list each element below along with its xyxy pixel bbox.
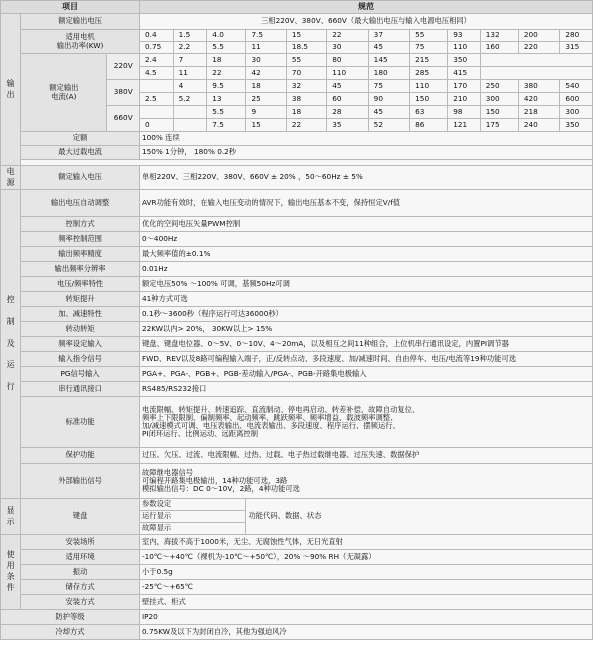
header-row bbox=[1, 1, 593, 14]
category-output: 输 出 bbox=[1, 14, 21, 166]
display-extra-text: 功能代码、数据、状态 bbox=[248, 511, 322, 521]
power-cell: 7.5 bbox=[246, 30, 286, 42]
control-value: 0.1秒～3600秒（程序运行可达36000秒） bbox=[139, 307, 592, 322]
current-cell: 540 bbox=[560, 80, 593, 93]
display-row-1 bbox=[1, 499, 593, 511]
display-extra bbox=[246, 499, 593, 535]
motor-power-row-1 bbox=[1, 30, 593, 42]
control-row bbox=[1, 232, 593, 247]
rating-row bbox=[1, 132, 593, 146]
display-line: 故障显示 bbox=[139, 523, 245, 535]
current-cell: 45 bbox=[327, 80, 368, 93]
current-cell: 170 bbox=[448, 80, 481, 93]
current-cell: 13 bbox=[207, 93, 246, 106]
overload-label: 最大过载电流 bbox=[21, 146, 140, 160]
power-cell: 132 bbox=[480, 30, 518, 42]
control-value: 额定电压50% ～100% 可调，基频50Hz可调 bbox=[139, 277, 592, 292]
current-cell: 285 bbox=[410, 67, 448, 80]
power-cell: 200 bbox=[518, 30, 559, 42]
current-cell: 240 bbox=[518, 119, 559, 132]
current-cell: 2.5 bbox=[139, 93, 173, 106]
control-value: 键盘、键盘电位器、0～5V、0～10V、4～20mA，以及相互之间11种组合，上位机串行通讯设定，内置PI调节器 bbox=[139, 337, 592, 352]
current-cell: 75 bbox=[368, 80, 409, 93]
current-cell: 7.5 bbox=[207, 119, 246, 132]
display-line: 参数设定 bbox=[139, 499, 245, 511]
current-cell: 180 bbox=[368, 67, 409, 80]
control-row bbox=[1, 190, 593, 217]
power-cell: 55 bbox=[410, 30, 448, 42]
power-cell: 75 bbox=[410, 42, 448, 54]
category-control: 控 制 及 运 行 bbox=[1, 190, 21, 499]
control-row bbox=[1, 217, 593, 232]
control-label: 保护功能 bbox=[21, 448, 140, 464]
control-label: 输入指令信号 bbox=[21, 352, 140, 367]
current-cell: 121 bbox=[448, 119, 481, 132]
control-label: 频率设定输入 bbox=[21, 337, 140, 352]
current-cell: 22 bbox=[207, 67, 246, 80]
current-cell: 18 bbox=[207, 54, 246, 67]
cooling-row bbox=[1, 625, 593, 640]
current-cell bbox=[139, 106, 173, 119]
header-spec: 规范 bbox=[139, 1, 592, 14]
power-cell: 1.5 bbox=[173, 30, 207, 42]
control-label: 频率控制范围 bbox=[21, 232, 140, 247]
power-cell: 160 bbox=[480, 42, 518, 54]
current-cell: 55 bbox=[286, 54, 326, 67]
current-cell-empty bbox=[480, 67, 592, 80]
current-cell: 9 bbox=[246, 106, 286, 119]
current-cell: 30 bbox=[246, 54, 286, 67]
current-cell: 150 bbox=[410, 93, 448, 106]
condition-label: 安装方式 bbox=[21, 595, 140, 610]
power-cell: 18.5 bbox=[286, 42, 326, 54]
control-row bbox=[1, 247, 593, 262]
control-value: 0.01Hz bbox=[139, 262, 592, 277]
current-cell: 63 bbox=[410, 106, 448, 119]
control-row bbox=[1, 382, 593, 397]
cooling-label: 冷却方式 bbox=[1, 625, 140, 640]
control-row bbox=[1, 464, 593, 499]
condition-label: 储存方式 bbox=[21, 580, 140, 595]
current-cell: 42 bbox=[246, 67, 286, 80]
current-cell: 35 bbox=[327, 119, 368, 132]
current-cell: 45 bbox=[368, 106, 409, 119]
condition-value: 壁挂式、柜式 bbox=[139, 595, 592, 610]
current-cell: 145 bbox=[368, 54, 409, 67]
protection-row bbox=[1, 610, 593, 625]
current-cell: 415 bbox=[448, 67, 481, 80]
input-voltage-label: 额定输入电压 bbox=[21, 166, 140, 190]
current-cell: 18 bbox=[286, 106, 326, 119]
voltage-220v-label: 220V bbox=[107, 54, 140, 80]
current-cell: 300 bbox=[480, 93, 518, 106]
current-cell bbox=[173, 106, 207, 119]
category-display: 显 示 bbox=[1, 499, 21, 535]
control-value: RS485/RS232接口 bbox=[139, 382, 592, 397]
input-voltage-value: 单相220V、三相220V、380V、660V ± 20% ，50～60Hz ± 5% bbox=[139, 166, 592, 190]
power-cell: 220 bbox=[518, 42, 559, 54]
current-cell: 80 bbox=[327, 54, 368, 67]
rated-output-voltage-row bbox=[1, 14, 593, 30]
control-label: 输出频率分辨率 bbox=[21, 262, 140, 277]
current-cell: 86 bbox=[410, 119, 448, 132]
control-label: 标准功能 bbox=[21, 397, 140, 448]
control-row bbox=[1, 352, 593, 367]
current-cell: 2.4 bbox=[139, 54, 173, 67]
current-cell: 5.2 bbox=[173, 93, 207, 106]
current-220v-row-1 bbox=[1, 54, 593, 67]
cooling-value: 0.75KW及以下为封闭自冷，其他为强迫风冷 bbox=[139, 625, 592, 640]
condition-row bbox=[1, 565, 593, 580]
current-cell: 175 bbox=[480, 119, 518, 132]
control-value: 41种方式可选 bbox=[139, 292, 592, 307]
current-cell: 28 bbox=[327, 106, 368, 119]
current-cell: 38 bbox=[286, 93, 326, 106]
control-label: 转动转矩 bbox=[21, 322, 140, 337]
power-cell: 93 bbox=[448, 30, 481, 42]
control-label: 输出电压自动调整 bbox=[21, 190, 140, 217]
current-cell: 11 bbox=[173, 67, 207, 80]
power-cell: 11 bbox=[246, 42, 286, 54]
control-value: 故障继电器信号 可编程开路集电极输出，14种功能可选，3路 模拟输出信号：DC 0～10V，2路，4种功能可选 bbox=[139, 464, 592, 499]
power-cell: 110 bbox=[448, 42, 481, 54]
current-cell: 110 bbox=[410, 80, 448, 93]
power-cell: 0.75 bbox=[139, 42, 173, 54]
power-cell: 37 bbox=[368, 30, 409, 42]
current-cell: 4 bbox=[173, 80, 207, 93]
power-cell: 45 bbox=[368, 42, 409, 54]
condition-value: 小于0.5g bbox=[139, 565, 592, 580]
control-label: 输出频率精度 bbox=[21, 247, 140, 262]
voltage-660v-label: 660V bbox=[107, 106, 140, 132]
control-row bbox=[1, 337, 593, 352]
current-cell: 300 bbox=[560, 106, 593, 119]
current-cell: 90 bbox=[368, 93, 409, 106]
motor-power-label: 适用电机 输出功率(KW) bbox=[21, 30, 140, 54]
control-value: 22KW以内> 20%， 30KW以上> 15% bbox=[139, 322, 592, 337]
power-cell: 15 bbox=[286, 30, 326, 42]
control-row bbox=[1, 367, 593, 382]
current-cell-empty bbox=[480, 54, 592, 67]
rating-value: 100% 连续 bbox=[139, 132, 592, 146]
current-cell: 150 bbox=[480, 106, 518, 119]
power-cell: 22 bbox=[327, 30, 368, 42]
current-cell: 32 bbox=[286, 80, 326, 93]
control-value: 电流限幅、转矩提升、转速追踪、直流制动、停电再启动、转差补偿、故障自动复位、 频率上下限限制、偏制频率、起动频率、跳跃频率、频率增益、载波频率调整、 加/减速模式可调、电压表输出、电流表输出、多段速度、程序运行、摆频运行、 PI闭环运行、比例运动、远距离控制 bbox=[139, 397, 592, 448]
category-conditions: 使 用 条 件 bbox=[1, 535, 21, 610]
current-cell: 600 bbox=[560, 93, 593, 106]
current-cell: 210 bbox=[448, 93, 481, 106]
overload-value: 150% 1分钟， 180% 0.2秒 bbox=[139, 146, 592, 160]
control-label: PG信号输入 bbox=[21, 367, 140, 382]
current-cell: 9.5 bbox=[207, 80, 246, 93]
current-cell: 350 bbox=[560, 119, 593, 132]
control-value: 0～400Hz bbox=[139, 232, 592, 247]
current-cell: 25 bbox=[246, 93, 286, 106]
current-cell: 60 bbox=[327, 93, 368, 106]
power-cell: 4.0 bbox=[207, 30, 246, 42]
control-value: 优化的空间电压矢量PWM控制 bbox=[139, 217, 592, 232]
current-cell: 350 bbox=[448, 54, 481, 67]
protection-value: IP20 bbox=[139, 610, 592, 625]
condition-row bbox=[1, 595, 593, 610]
condition-value: -10℃～+40℃（裸机为-10℃～+50℃），20% ～90% RH（无凝露） bbox=[139, 550, 592, 565]
current-cell: 15 bbox=[246, 119, 286, 132]
condition-label: 振动 bbox=[21, 565, 140, 580]
control-row bbox=[1, 277, 593, 292]
control-label: 加、减速特性 bbox=[21, 307, 140, 322]
control-label: 串行通讯接口 bbox=[21, 382, 140, 397]
current-cell bbox=[173, 119, 207, 132]
rated-current-label: 额定输出 电流(A) bbox=[21, 54, 107, 132]
keyboard-label: 键盘 bbox=[21, 499, 140, 535]
current-cell: 250 bbox=[480, 80, 518, 93]
condition-value: -25℃～+65℃ bbox=[139, 580, 592, 595]
power-cell: 5.5 bbox=[207, 42, 246, 54]
power-cell: 0.4 bbox=[139, 30, 173, 42]
current-cell: 70 bbox=[286, 67, 326, 80]
current-cell: 52 bbox=[368, 119, 409, 132]
control-value: 最大频率值的±0.1% bbox=[139, 247, 592, 262]
condition-label: 适用环境 bbox=[21, 550, 140, 565]
control-row bbox=[1, 262, 593, 277]
control-row bbox=[1, 322, 593, 337]
current-cell: 420 bbox=[518, 93, 559, 106]
condition-label: 安装场所 bbox=[21, 535, 140, 550]
condition-row bbox=[1, 550, 593, 565]
power-cell: 280 bbox=[560, 30, 593, 42]
current-cell: 7 bbox=[173, 54, 207, 67]
control-row bbox=[1, 397, 593, 448]
current-cell bbox=[139, 80, 173, 93]
rated-voltage-value: 三相220V、380V、660V（最大输出电压与输入电源电压相同） bbox=[139, 14, 592, 30]
control-label: 外部输出信号 bbox=[21, 464, 140, 499]
current-cell: 22 bbox=[286, 119, 326, 132]
voltage-380v-label: 380V bbox=[107, 80, 140, 106]
rated-voltage-label: 额定输出电压 bbox=[21, 14, 140, 30]
control-value: FWD、REV以及8路可编程输入端子，正/反转点动、多段速度、加/减速时间、自由停车、电压/电流等19种功能可选 bbox=[139, 352, 592, 367]
header-item: 项目 bbox=[1, 1, 140, 14]
control-value: 过压、欠压、过流、电流限幅、过热、过载、电子热过载继电器、过压失速、数据保护 bbox=[139, 448, 592, 464]
control-row bbox=[1, 448, 593, 464]
condition-row bbox=[1, 580, 593, 595]
control-label: 电压/频率特性 bbox=[21, 277, 140, 292]
power-cell: 315 bbox=[560, 42, 593, 54]
protection-label: 防护等级 bbox=[1, 610, 140, 625]
power-cell: 30 bbox=[327, 42, 368, 54]
control-label: 控制方式 bbox=[21, 217, 140, 232]
current-cell: 4.5 bbox=[139, 67, 173, 80]
current-cell: 218 bbox=[518, 106, 559, 119]
condition-value: 室内，海拔不高于1000米，无尘、无腐蚀性气体，无日光直射 bbox=[139, 535, 592, 550]
category-power: 电 源 bbox=[1, 166, 21, 190]
control-row bbox=[1, 307, 593, 322]
rating-label: 定额 bbox=[21, 132, 140, 146]
display-line: 运行显示 bbox=[139, 511, 245, 523]
control-value: AVR功能有效时，在输入电压变动的情况下，输出电压基本不变，保持恒定V/f值 bbox=[139, 190, 592, 217]
current-cell: 98 bbox=[448, 106, 481, 119]
control-value: PGA+、PGA-、PGB+、PGB-差动输入/PGA-、PGB-开路集电极输入 bbox=[139, 367, 592, 382]
power-cell: 2.2 bbox=[173, 42, 207, 54]
current-cell: 380 bbox=[518, 80, 559, 93]
current-cell: 110 bbox=[327, 67, 368, 80]
current-cell: 215 bbox=[410, 54, 448, 67]
control-label: 转矩提升 bbox=[21, 292, 140, 307]
control-row bbox=[1, 292, 593, 307]
current-cell: 5.5 bbox=[207, 106, 246, 119]
current-cell: 0 bbox=[139, 119, 173, 132]
condition-row bbox=[1, 535, 593, 550]
overload-row bbox=[1, 146, 593, 160]
current-cell: 18 bbox=[246, 80, 286, 93]
input-voltage-row bbox=[1, 166, 593, 190]
